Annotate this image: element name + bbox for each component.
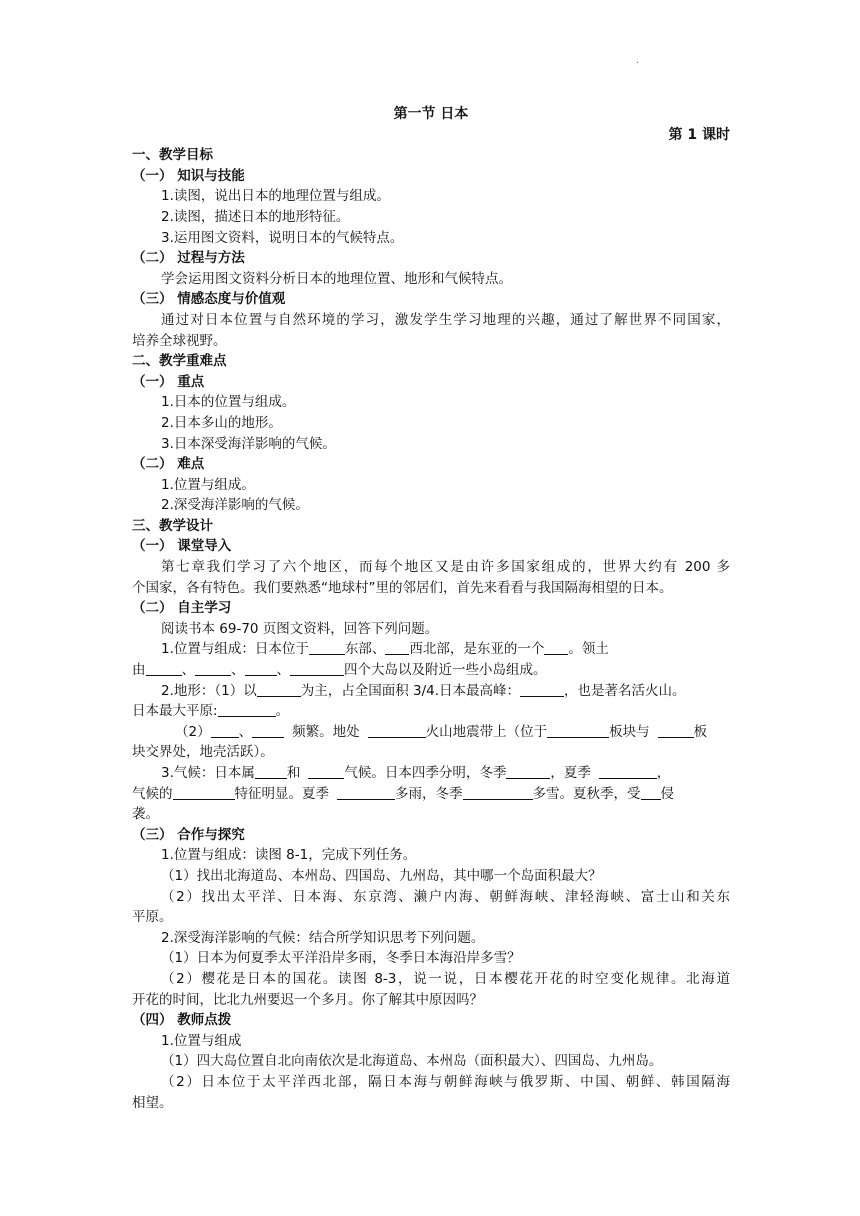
answer-blank[interactable] (252, 723, 284, 738)
answer-blank[interactable] (218, 702, 276, 717)
answer-blank[interactable] (547, 723, 609, 738)
answer-blank[interactable] (368, 723, 426, 738)
paragraph: 通过对日本位置与自然环境的学习，激发学生学习地理的兴趣，通过了解世界不同国家， (161, 311, 730, 328)
paragraph: 学会运用图文资料分析日本的地理位置、地形和气候特点。 (161, 270, 512, 287)
list-item: 1.位置与组成。 (161, 476, 255, 493)
lesson-label: 第 1 课时 (668, 126, 730, 143)
paragraph: 2.深受海洋影响的气候：结合所学知识思考下列问题。 (161, 929, 485, 946)
question-3-line-3: 袭。 (132, 806, 159, 823)
paragraph: （2）樱花是日本的国花。读图 8-3，说一说，日本樱花开花的时空变化规律。北海道 (161, 970, 730, 987)
answer-blank[interactable] (255, 764, 287, 779)
question-2-line-2: 日本最大平原: 。 (132, 703, 290, 720)
list-item: 1.日本的位置与组成。 (161, 394, 296, 411)
answer-blank[interactable] (337, 785, 395, 800)
subsection-heading: （一） 重点 (132, 373, 205, 390)
paragraph: 1.位置与组成：读图 8-1，完成下列任务。 (161, 847, 417, 864)
answer-blank[interactable] (146, 661, 182, 676)
question-3-line-2: 气候的 特征明显。夏季 多雨，冬季 多雪。夏秋季，受 侵 (132, 785, 674, 802)
answer-blank[interactable] (658, 723, 694, 738)
paragraph: （2）找出太平洋、日本海、东京湾、濑户内海、朝鲜海峡、津轻海峡、富士山和关东 (161, 888, 730, 905)
answer-blank[interactable] (173, 785, 235, 800)
subsection-heading: （二） 难点 (132, 456, 205, 473)
question-2-line-3: （2） 、 频繁。地处 火山地震带上（位于 板块与 板 (175, 723, 708, 740)
list-item: 3.运用图文资料，说明日本的气候特点。 (161, 229, 404, 246)
answer-blank[interactable] (245, 661, 277, 676)
list-item: 2.深受海洋影响的气候。 (161, 497, 309, 514)
answer-blank[interactable] (290, 661, 344, 676)
paragraph: 1.位置与组成 (161, 1032, 242, 1049)
question-2-line-1: 2.地形：（1）以 为主，占全国面积 3/4.日本最高峰： ，也是著名活火山。 (161, 682, 686, 699)
question-3-line-1: 3.气候：日本属 和 气候。日本四季分明，冬季 ，夏季 ， (161, 765, 671, 781)
paragraph: （2）日本位于太平洋西北部，隔日本海与朝鲜海峡与俄罗斯、中国、朝鲜、韩国隔海 (161, 1073, 730, 1090)
answer-blank[interactable] (641, 785, 661, 800)
answer-blank[interactable] (309, 640, 345, 655)
answer-blank[interactable] (463, 785, 533, 800)
section-heading: 一、教学目标 (132, 147, 213, 164)
question-2-line-4: 块交界处，地壳活跃）。 (132, 744, 274, 761)
answer-blank[interactable] (544, 640, 568, 655)
subsection-heading: （二） 过程与方法 (132, 250, 245, 267)
list-item: 2.日本多山的地形。 (161, 414, 282, 431)
document-page (132, 104, 730, 1113)
answer-blank[interactable] (308, 764, 344, 779)
subsection-heading: （三） 情感态度与价值观 (132, 291, 286, 308)
section-heading: 二、教学重难点 (132, 353, 227, 370)
section-heading: 三、教学设计 (132, 517, 213, 534)
answer-blank[interactable] (520, 682, 564, 697)
paragraph: （1）日本为何夏季太平洋沿岸多雨，冬季日本海沿岸多雪？ (161, 950, 521, 967)
paragraph: 第七章我们学习了六个地区，而每个地区又是由许多国家组成的，世界大约有 200 多 (161, 559, 730, 576)
header-mark: · (636, 58, 640, 69)
answer-blank[interactable] (599, 764, 657, 779)
answer-blank[interactable] (506, 764, 550, 779)
subsection-heading: （一） 课堂导入 (132, 538, 232, 555)
list-item: 3.日本深受海洋影响的气候。 (161, 435, 336, 452)
subsection-heading: （一） 知识与技能 (132, 167, 245, 184)
list-item: 2.读图，描述日本的地形特征。 (161, 208, 350, 225)
paragraph: （1）四大岛位置自北向南依次是北海道岛、本州岛（面积最大）、四国岛、九州岛。 (161, 1053, 663, 1070)
answer-blank[interactable] (195, 661, 231, 676)
answer-blank[interactable] (211, 723, 239, 738)
paragraph: 平原。 (132, 909, 173, 926)
paragraph: 阅读书本 69-70 页图文资料，回答下列问题。 (161, 620, 439, 637)
question-1-line-1: 1.位置与组成：日本位于 东部、 西北部，是东亚的一个 。领土 (161, 641, 609, 658)
answer-blank[interactable] (385, 640, 409, 655)
page-title: 第一节 日本 (393, 106, 469, 122)
paragraph: 个国家，各有特色。我们要熟悉“地球村”里的邻居们，首先来看看与我国隔海相望的日本。 (132, 579, 673, 596)
question-1-line-2: 由 、 、 、 四个大岛以及附近一些小岛组成。 (132, 662, 547, 679)
subsection-heading: （四） 教师点拨 (132, 1012, 232, 1029)
subsection-heading: （二） 自主学习 (132, 600, 232, 617)
paragraph: 相望。 (132, 1094, 173, 1111)
answer-blank[interactable] (257, 682, 301, 697)
paragraph: 培养全球视野。 (132, 332, 227, 349)
paragraph: （1）找出北海道岛、本州岛、四国岛、九州岛，其中哪一个岛面积最大？ (161, 867, 602, 884)
paragraph: 开花的时间，比北九州要迟一个多月。你了解其中原因吗？ (132, 991, 483, 1008)
subsection-heading: （三） 合作与探究 (132, 826, 245, 843)
list-item: 1.读图，说出日本的地理位置与组成。 (161, 188, 390, 205)
